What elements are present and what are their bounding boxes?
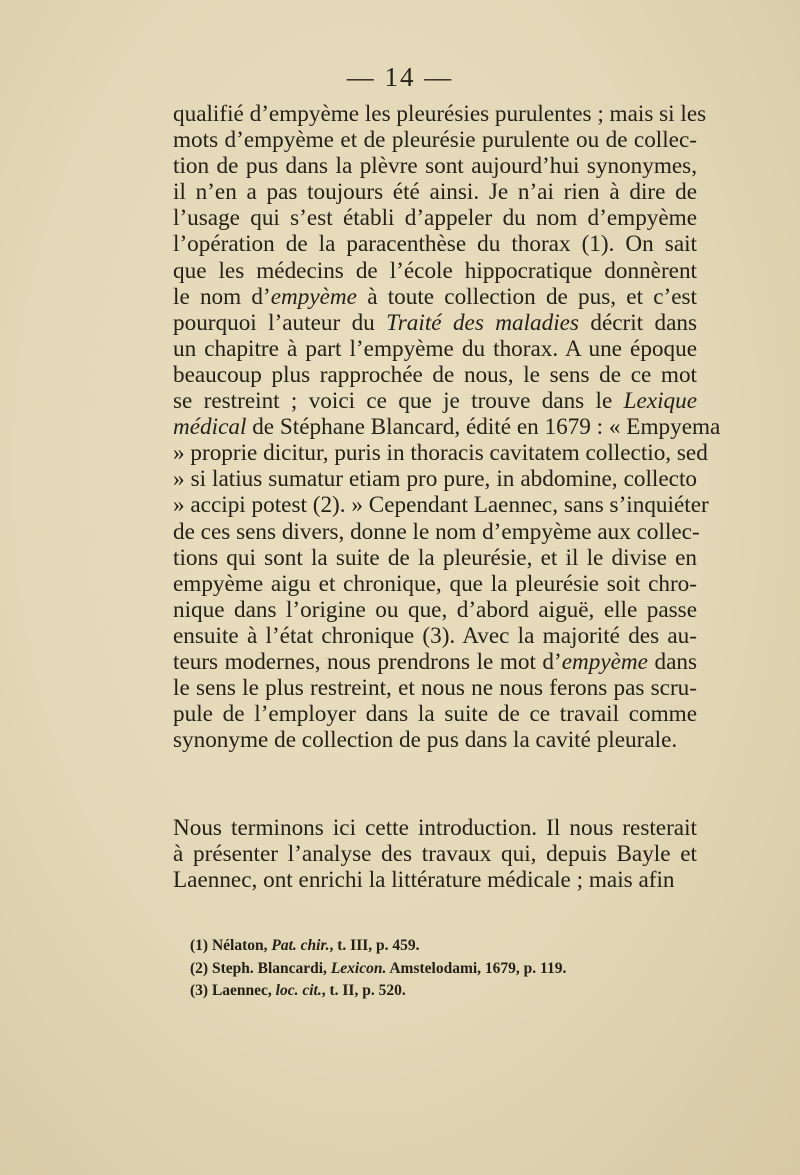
text-line: pourquoi l’auteur du Traité des maladies décrit dans bbox=[173, 309, 698, 336]
footnote: (3) Laennec, loc. cit., t. II, p. 520. bbox=[190, 982, 406, 999]
text-line: un chapitre à part l’empyème du thorax. A une époque bbox=[173, 335, 697, 362]
text-line: » proprie dicitur, puris in thoracis cavitatem collectio, sed bbox=[173, 440, 708, 467]
italic-text: empyème bbox=[561, 648, 648, 675]
text-line: que les médecins de l’école hippocratique donnèrent bbox=[173, 257, 697, 284]
footnote: (1) Nélaton, Pat. chir., t. III, p. 459. bbox=[190, 937, 420, 954]
italic-text: empyème bbox=[270, 283, 357, 310]
italic-text: Traité des maladies bbox=[386, 309, 579, 336]
text-line: tions qui sont la suite de la pleurésie, et il le divise en bbox=[173, 544, 697, 571]
text-line: le sens le plus restreint, et nous ne nous ferons pas scru- bbox=[173, 675, 697, 702]
page-number: — 14 — bbox=[346, 62, 454, 92]
footnotes bbox=[190, 935, 710, 1003]
text-line: ensuite à l’état chronique (3). Avec la majorité des au- bbox=[173, 622, 697, 649]
italic-text: médical bbox=[173, 414, 247, 441]
text-line: empyème aigu et chronique, que la pleurésie soit chro- bbox=[173, 570, 697, 597]
text-line: l’opération de la paracenthèse du thorax (1). On sait bbox=[173, 231, 697, 258]
text-line: nique dans l’origine ou que, d’abord aiguë, elle passe bbox=[173, 596, 697, 623]
text-line: l’usage qui s’est établi d’appeler du nom d’empyème bbox=[173, 205, 697, 232]
text-line: Nous terminons ici cette introduction. Il nous resterait bbox=[173, 815, 697, 841]
text-line: synonyme de collection de pus dans la cavité pleurale. bbox=[173, 727, 678, 754]
text-line: teurs modernes, nous prendrons le mot d’empyème dans bbox=[173, 648, 697, 675]
text-line: mots d’empyème et de pleurésie purulente ou de collec- bbox=[173, 127, 697, 154]
text-line: se restreint ; voici ce que je trouve dans le Lexique bbox=[173, 388, 697, 415]
italic-text: Pat. chir. bbox=[271, 937, 330, 954]
text-line: tion de pus dans la plèvre sont aujourd’hui synonymes, bbox=[173, 153, 697, 180]
text-line: » si latius sumatur etiam pro pure, in abdomine, collecto bbox=[173, 466, 697, 493]
text-line: Laennec, ont enrichi la littérature médicale ; mais afin bbox=[173, 867, 675, 894]
text-line: il n’en a pas toujours été ainsi. Je n’ai rien à dire de bbox=[173, 179, 697, 206]
italic-text: Lexique bbox=[623, 388, 697, 415]
text-line: de ces sens divers, donne le nom d’empyème aux collec- bbox=[173, 518, 700, 545]
text-line: le nom d’empyème à toute collection de pus, et c’est bbox=[173, 283, 697, 310]
paragraph-empyeme-definition bbox=[173, 101, 721, 754]
text-line: » accipi potest (2). » Cependant Laennec, sans s’inquiéter bbox=[173, 492, 709, 519]
italic-text: loc. cit. bbox=[275, 982, 322, 999]
paragraph-conclusion bbox=[173, 815, 697, 893]
text-line: qualifié d’empyème les pleurésies purulentes ; mais si les bbox=[173, 101, 707, 127]
text-line: à présenter l’analyse des travaux qui, depuis Bayle et bbox=[173, 841, 697, 868]
italic-text: Lexicon. bbox=[330, 959, 387, 977]
text-line: pule de l’employer dans la suite de ce travail comme bbox=[173, 701, 697, 728]
text-line: médical de Stéphane Blancard, édité en 1679 : « Empyema bbox=[173, 414, 721, 441]
text-line: beaucoup plus rapprochée de nous, le sens de ce mot bbox=[173, 361, 697, 388]
footnote: (2) Steph. Blancardi, Lexicon. Amstelodami, 1679, p. 119. bbox=[190, 959, 567, 977]
